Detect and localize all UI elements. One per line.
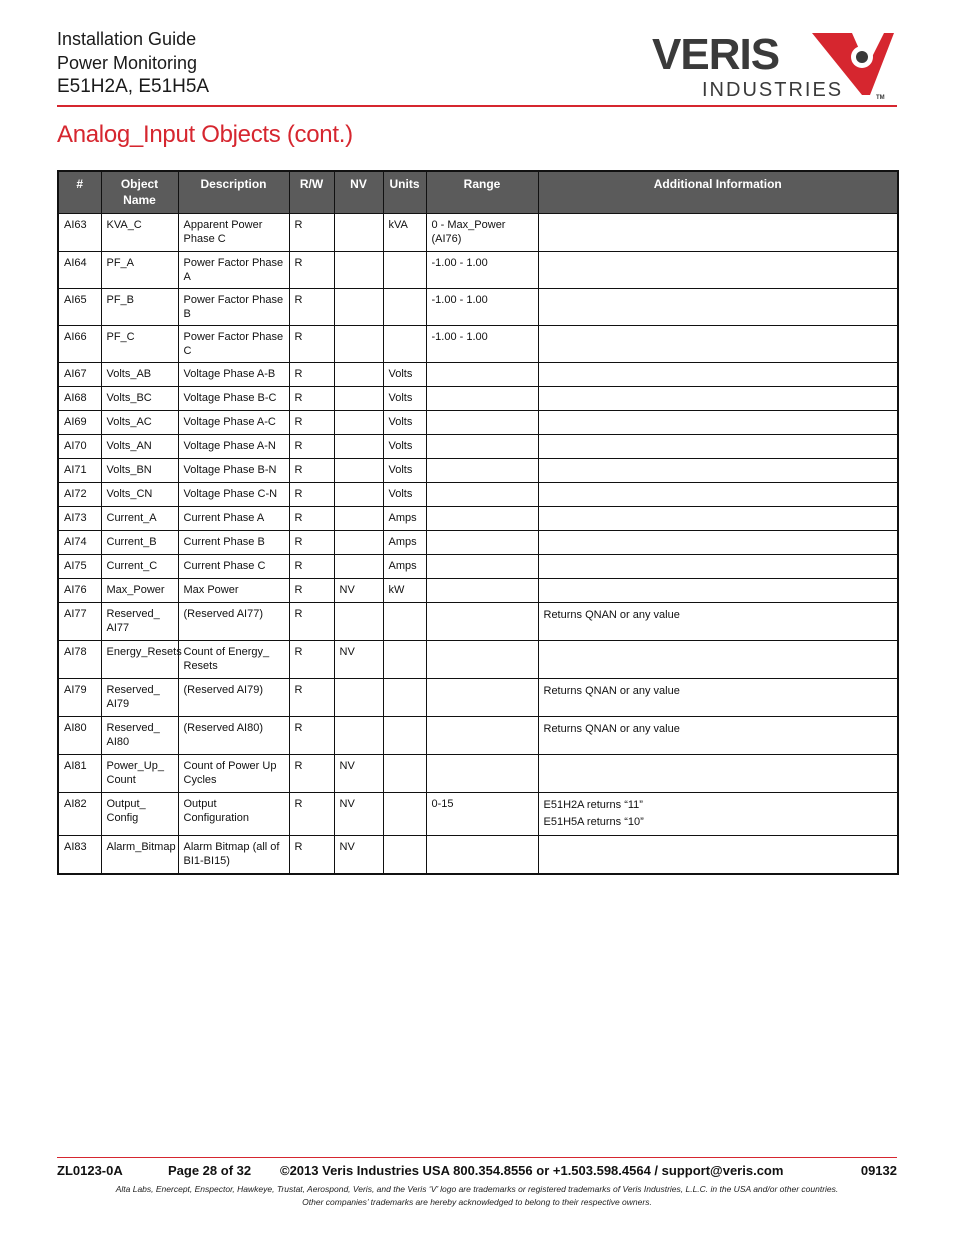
cell-range (426, 483, 538, 507)
cell-units (383, 793, 426, 836)
cell-object-name: Volts_BC (101, 387, 178, 411)
cell-additional-info: Returns QNAN or any value (538, 603, 898, 641)
cell-description: Voltage Phase A-B (178, 363, 289, 387)
cell-number: AI66 (58, 326, 101, 363)
cell-units (383, 717, 426, 755)
cell-rw: R (289, 483, 334, 507)
cell-object-name: Current_A (101, 507, 178, 531)
cell-number: AI79 (58, 679, 101, 717)
cell-nv: NV (334, 755, 383, 793)
table-row (58, 459, 898, 483)
cell-additional-info (538, 531, 898, 555)
cell-number: AI64 (58, 252, 101, 289)
cell-rw: R (289, 459, 334, 483)
cell-additional-info (538, 483, 898, 507)
cell-number: AI67 (58, 363, 101, 387)
cell-rw: R (289, 793, 334, 836)
footer-main-line (57, 1163, 897, 1183)
cell-units (383, 641, 426, 679)
cell-number: AI74 (58, 531, 101, 555)
cell-number: AI65 (58, 289, 101, 326)
cell-units: Amps (383, 555, 426, 579)
cell-rw: R (289, 717, 334, 755)
cell-description: Power Factor Phase B (178, 289, 289, 326)
cell-range (426, 411, 538, 435)
cell-number: AI73 (58, 507, 101, 531)
cell-nv (334, 555, 383, 579)
table-row (58, 603, 898, 641)
cell-range (426, 507, 538, 531)
cell-range (426, 531, 538, 555)
cell-nv (334, 531, 383, 555)
cell-range (426, 603, 538, 641)
table-row (58, 483, 898, 507)
cell-range (426, 387, 538, 411)
cell-rw: R (289, 289, 334, 326)
footer-rule (57, 1157, 897, 1158)
cell-range (426, 579, 538, 603)
cell-additional-info (538, 411, 898, 435)
cell-additional-info (538, 755, 898, 793)
header-title-block (57, 27, 209, 99)
cell-units: Volts (383, 435, 426, 459)
cell-nv (334, 435, 383, 459)
cell-units: kW (383, 579, 426, 603)
table-row (58, 531, 898, 555)
cell-description: Power Factor Phase C (178, 326, 289, 363)
column-header-nv: NV (334, 171, 383, 214)
cell-nv (334, 411, 383, 435)
cell-rw: R (289, 507, 334, 531)
cell-additional-info (538, 641, 898, 679)
cell-additional-info (538, 555, 898, 579)
cell-object-name: Reserved_ AI80 (101, 717, 178, 755)
analog-input-objects-table (57, 170, 899, 875)
footer-trademark-line-1: Alta Labs, Enercept, Enspector, Hawkeye, Trustat, Aerospond, Veris, and the Veris ‘V’ logo are trademarks or registered trademarks of Veris Industries, L.L.C. in the USA and/or other countries. (115, 1184, 839, 1194)
cell-rw: R (289, 836, 334, 875)
cell-description: Voltage Phase A-N (178, 435, 289, 459)
cell-nv: NV (334, 836, 383, 875)
footer-copyright: ©2013 Veris Industries USA 800.354.8556 or +1.503.598.4564 / support@veris.com (280, 1163, 784, 1178)
cell-description: (Reserved AI80) (178, 717, 289, 755)
table-row (58, 579, 898, 603)
table-row (58, 387, 898, 411)
cell-object-name: Volts_AC (101, 411, 178, 435)
cell-number: AI72 (58, 483, 101, 507)
cell-object-name: KVA_C (101, 214, 178, 252)
cell-object-name: Reserved_ AI77 (101, 603, 178, 641)
cell-additional-info: E51H2A returns “11” E51H5A returns “10” (538, 793, 898, 836)
cell-description: Current Phase C (178, 555, 289, 579)
cell-additional-info: Returns QNAN or any value (538, 679, 898, 717)
cell-nv (334, 387, 383, 411)
cell-units: Volts (383, 483, 426, 507)
table-row (58, 717, 898, 755)
cell-number: AI80 (58, 717, 101, 755)
table-row (58, 679, 898, 717)
cell-additional-info (538, 387, 898, 411)
cell-object-name: PF_A (101, 252, 178, 289)
cell-range: -1.00 - 1.00 (426, 252, 538, 289)
cell-rw: R (289, 679, 334, 717)
page-footer (57, 1163, 897, 1209)
table-row (58, 435, 898, 459)
cell-range (426, 717, 538, 755)
cell-object-name: Volts_AN (101, 435, 178, 459)
cell-units: Amps (383, 531, 426, 555)
cell-number: AI83 (58, 836, 101, 875)
column-header-description: Description (178, 171, 289, 214)
table-row (58, 289, 898, 326)
table-row (58, 641, 898, 679)
cell-rw: R (289, 435, 334, 459)
cell-rw: R (289, 214, 334, 252)
cell-object-name: Energy_Resets (101, 641, 178, 679)
cell-rw: R (289, 641, 334, 679)
cell-number: AI77 (58, 603, 101, 641)
cell-object-name: Max_Power (101, 579, 178, 603)
cell-number: AI69 (58, 411, 101, 435)
cell-units (383, 289, 426, 326)
cell-rw: R (289, 531, 334, 555)
cell-range: -1.00 - 1.00 (426, 326, 538, 363)
cell-object-name: Volts_CN (101, 483, 178, 507)
cell-rw: R (289, 326, 334, 363)
table-row (58, 555, 898, 579)
cell-additional-info (538, 435, 898, 459)
cell-number: AI75 (58, 555, 101, 579)
logo-wordmark: VERIS (652, 30, 780, 79)
cell-number: AI63 (58, 214, 101, 252)
cell-description: Output Configuration (178, 793, 289, 836)
cell-nv (334, 483, 383, 507)
cell-range (426, 435, 538, 459)
cell-nv (334, 717, 383, 755)
cell-additional-info (538, 459, 898, 483)
cell-rw: R (289, 411, 334, 435)
cell-range (426, 836, 538, 875)
cell-rw: R (289, 603, 334, 641)
cell-nv (334, 214, 383, 252)
footer-doc-code: ZL0123-0A (57, 1163, 123, 1178)
cell-description: Voltage Phase C-N (178, 483, 289, 507)
cell-nv (334, 507, 383, 531)
cell-range (426, 459, 538, 483)
page-header (57, 27, 897, 107)
cell-object-name: Output_ Config (101, 793, 178, 836)
cell-rw: R (289, 555, 334, 579)
cell-description: Voltage Phase B-N (178, 459, 289, 483)
cell-description: Voltage Phase B-C (178, 387, 289, 411)
table-row (58, 326, 898, 363)
table-row (58, 793, 898, 836)
logo-subtitle: INDUSTRIES (702, 79, 844, 101)
cell-range (426, 755, 538, 793)
cell-description: Max Power (178, 579, 289, 603)
cell-rw: R (289, 363, 334, 387)
cell-additional-info (538, 363, 898, 387)
cell-object-name: Reserved_ AI79 (101, 679, 178, 717)
cell-additional-info (538, 326, 898, 363)
cell-object-name: Alarm_Bitmap (101, 836, 178, 875)
cell-range (426, 363, 538, 387)
cell-number: AI70 (58, 435, 101, 459)
cell-range: 0-15 (426, 793, 538, 836)
column-header-rw: R/W (289, 171, 334, 214)
table-row (58, 507, 898, 531)
table-row (58, 836, 898, 875)
column-header-range: Range (426, 171, 538, 214)
cell-additional-info (538, 289, 898, 326)
column-header-number: # (58, 171, 101, 214)
cell-additional-info (538, 214, 898, 252)
cell-object-name: Volts_BN (101, 459, 178, 483)
cell-units: Volts (383, 387, 426, 411)
cell-nv (334, 603, 383, 641)
cell-additional-info (538, 579, 898, 603)
cell-description: Count of Energy_ Resets (178, 641, 289, 679)
cell-range: 0 - Max_Power (AI76) (426, 214, 538, 252)
cell-nv (334, 363, 383, 387)
cell-object-name: Power_Up_ Count (101, 755, 178, 793)
cell-description: Alarm Bitmap (all of BI1-BI15) (178, 836, 289, 875)
cell-number: AI76 (58, 579, 101, 603)
cell-units: Volts (383, 459, 426, 483)
table-row (58, 755, 898, 793)
header-rule (57, 105, 897, 107)
cell-additional-info (538, 252, 898, 289)
cell-range (426, 555, 538, 579)
cell-units (383, 836, 426, 875)
cell-number: AI82 (58, 793, 101, 836)
cell-nv: NV (334, 579, 383, 603)
cell-rw: R (289, 755, 334, 793)
cell-description: Current Phase A (178, 507, 289, 531)
table-row (58, 363, 898, 387)
cell-units (383, 252, 426, 289)
cell-range (426, 641, 538, 679)
cell-description: Apparent Power Phase C (178, 214, 289, 252)
cell-rw: R (289, 579, 334, 603)
table-row (58, 411, 898, 435)
logo-trademark: TM (876, 95, 885, 101)
table-body (58, 214, 898, 875)
cell-description: Current Phase B (178, 531, 289, 555)
cell-units (383, 603, 426, 641)
cell-range (426, 679, 538, 717)
cell-nv (334, 289, 383, 326)
cell-nv: NV (334, 793, 383, 836)
cell-rw: R (289, 387, 334, 411)
cell-number: AI81 (58, 755, 101, 793)
cell-nv (334, 252, 383, 289)
column-header-additional-info: Additional Information (538, 171, 898, 214)
cell-additional-info (538, 507, 898, 531)
cell-object-name: PF_B (101, 289, 178, 326)
veris-logo (652, 27, 897, 102)
cell-units: kVA (383, 214, 426, 252)
cell-units: Volts (383, 411, 426, 435)
cell-units (383, 755, 426, 793)
cell-nv (334, 679, 383, 717)
footer-page-number: Page 28 of 32 (168, 1163, 252, 1178)
footer-part-number: 09132 (860, 1163, 897, 1178)
cell-units: Amps (383, 507, 426, 531)
table-row (58, 252, 898, 289)
cell-nv (334, 326, 383, 363)
footer-trademark-line-2: Other companies’ trademarks are hereby acknowledged to belong to their respective owners. (302, 1197, 652, 1207)
cell-range: -1.00 - 1.00 (426, 289, 538, 326)
logo-dot-icon (856, 51, 868, 63)
cell-object-name: Volts_AB (101, 363, 178, 387)
cell-description: Power Factor Phase A (178, 252, 289, 289)
table-header-row (58, 171, 898, 214)
cell-description: Voltage Phase A-C (178, 411, 289, 435)
cell-object-name: Current_B (101, 531, 178, 555)
cell-nv: NV (334, 641, 383, 679)
column-header-units: Units (383, 171, 426, 214)
cell-number: AI78 (58, 641, 101, 679)
cell-number: AI68 (58, 387, 101, 411)
cell-object-name: PF_C (101, 326, 178, 363)
section-title: Analog_Input Objects (cont.) (57, 121, 353, 148)
header-line-guide: Installation Guide (57, 29, 197, 49)
cell-units (383, 326, 426, 363)
cell-description: Count of Power Up Cycles (178, 755, 289, 793)
cell-additional-info (538, 836, 898, 875)
column-header-object-name: Object Name (101, 171, 178, 214)
cell-description: (Reserved AI79) (178, 679, 289, 717)
cell-units: Volts (383, 363, 426, 387)
cell-additional-info: Returns QNAN or any value (538, 717, 898, 755)
cell-rw: R (289, 252, 334, 289)
cell-units (383, 679, 426, 717)
cell-description: (Reserved AI77) (178, 603, 289, 641)
header-line-product: Power Monitoring (57, 53, 198, 73)
cell-nv (334, 459, 383, 483)
cell-number: AI71 (58, 459, 101, 483)
table-row (58, 214, 898, 252)
cell-object-name: Current_C (101, 555, 178, 579)
header-line-models: E51H2A, E51H5A (57, 76, 210, 97)
